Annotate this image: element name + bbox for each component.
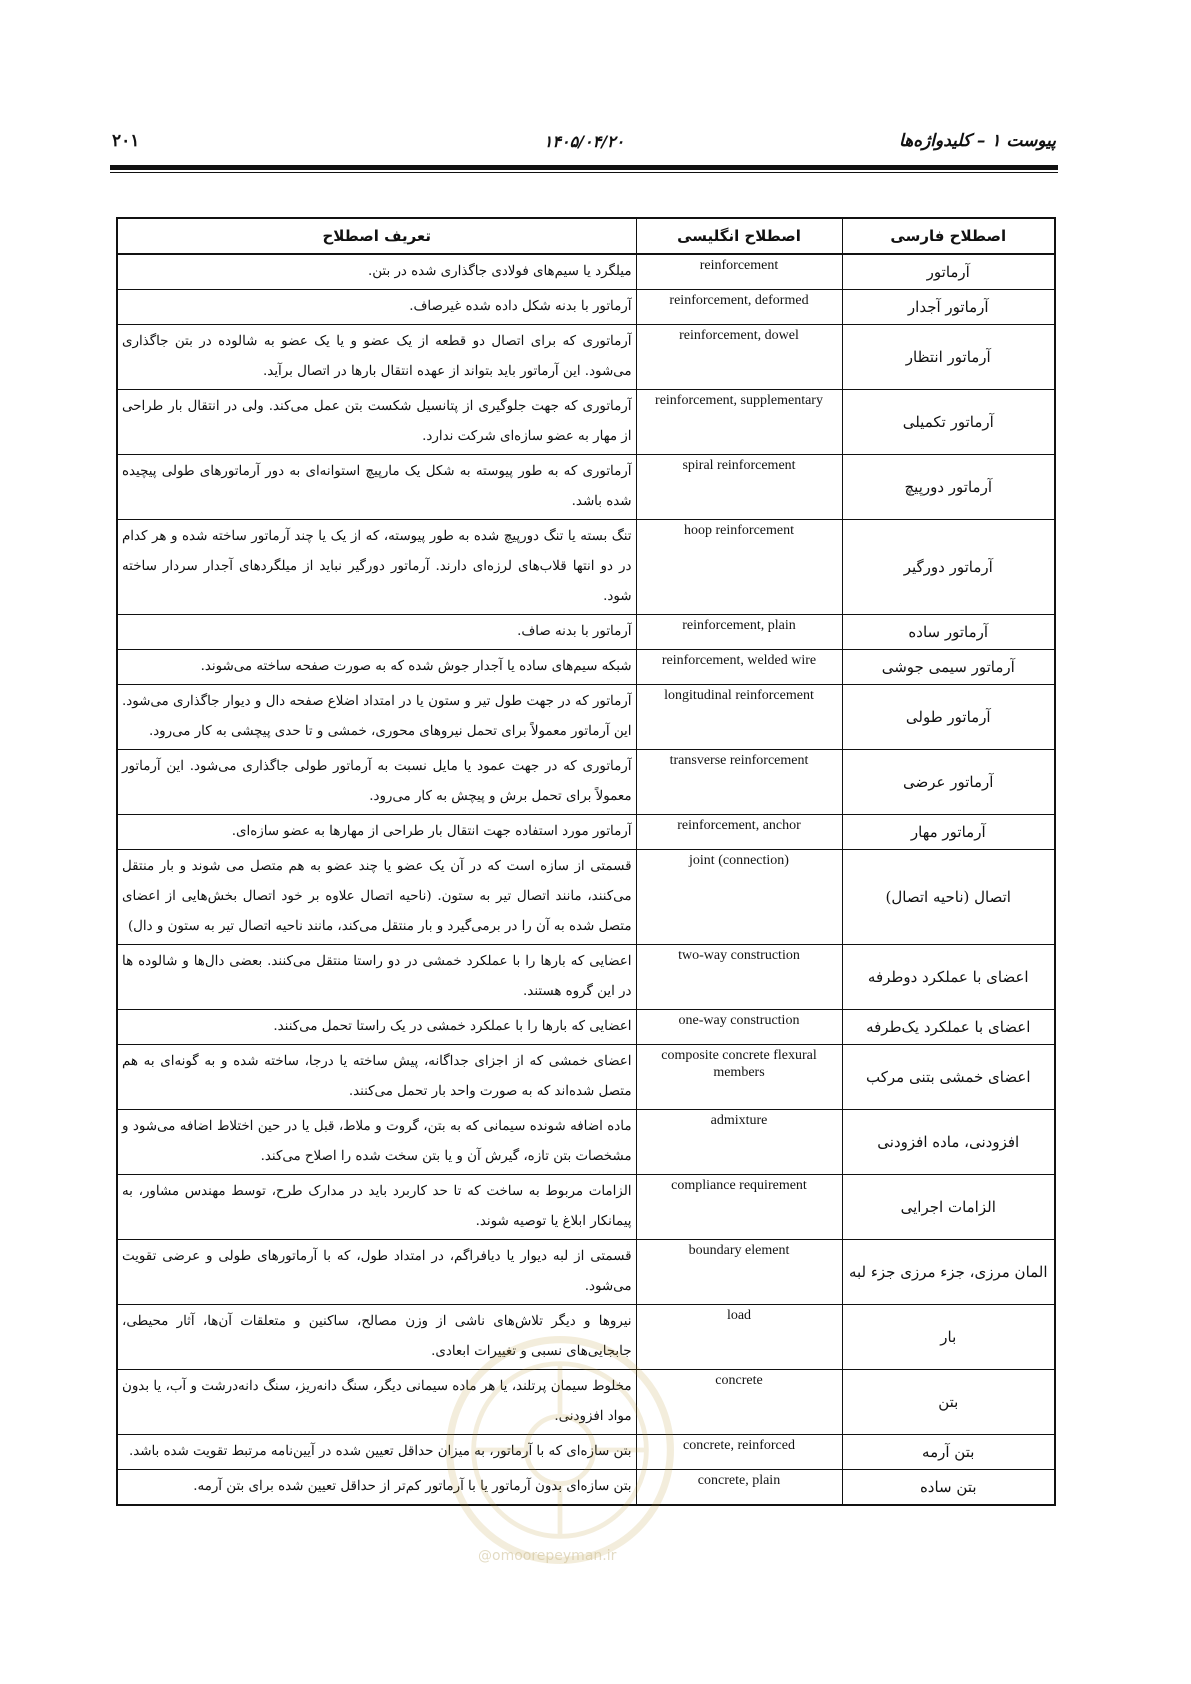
glossary-table-wrapper: [116, 217, 1054, 1506]
definition-cell: اعضایی که بارها را با عملکرد خمشی در دو راستا منتقل می‌کنند. بعضی دال‌ها و شالوده ها در این گروه هستند.: [117, 945, 636, 1010]
table-row: [117, 1240, 1055, 1305]
definition-cell: آرماتور مورد استفاده جهت انتقال بار طراحی از مهارها به عضو سازه‌ای.: [117, 815, 636, 850]
definition-cell: نیروها و دیگر تلاش‌های ناشی از وزن مصالح، ساکنین و متعلقات آن‌ها، آثار محیطی، جابجایی‌های نسبی و تغییرات ابعادی.: [117, 1305, 636, 1370]
english-term-cell: reinforcement, plain: [636, 615, 842, 650]
table-row: [117, 1045, 1055, 1110]
definition-cell: آرماتوری که جهت جلوگیری از پتانسیل شکست بتن عمل می‌کند. ولی در انتقال بار طراحی از مهار به عضو سازه‌ای شرکت ندارد.: [117, 390, 636, 455]
header-rule-thick: [110, 165, 1058, 170]
persian-term-cell: اتصال (ناحیه اتصال): [842, 850, 1055, 945]
table-row: [117, 1110, 1055, 1175]
definition-cell: اعضای خمشی که از اجزای جداگانه، پیش ساخته یا درجا، ساخته شده و به گونه‌ای به هم متصل شده‌اند که به صورت واحد بار تحمل می‌کنند.: [117, 1045, 636, 1110]
definition-cell: ماده اضافه شونده سیمانی که به بتن، گروت و ملاط، قبل یا در حین اختلاط اضافه می‌شود و مشخصات بتن تازه، گیرش آن و یا بتن سخت شده را اصلاح می‌کند.: [117, 1110, 636, 1175]
header-definition: تعریف اصطلاح: [117, 218, 636, 254]
english-term-cell: longitudinal reinforcement: [636, 685, 842, 750]
english-term-cell: hoop reinforcement: [636, 520, 842, 615]
definition-cell: آرماتوری که به طور پیوسته به شکل یک مارپیچ استوانه‌ای به دور آرماتورهای طولی پیچیده شده باشد.: [117, 455, 636, 520]
table-row: [117, 815, 1055, 850]
english-term-cell: concrete, plain: [636, 1470, 842, 1506]
english-term-cell: reinforcement, supplementary: [636, 390, 842, 455]
persian-term-cell: افزودنی، ماده افزودنی: [842, 1110, 1055, 1175]
header-rule-thin: [110, 172, 1058, 173]
persian-term-cell: آرماتور سیمی جوشی: [842, 650, 1055, 685]
page-number: ۲۰۱: [112, 131, 140, 151]
table-row: [117, 325, 1055, 390]
definition-cell: آرماتوری که در جهت عمود یا مایل نسبت به آرماتور طولی جاگذاری می‌شود. این آرماتور معمولاً برای تحمل برش و پیچش به کار می‌رود.: [117, 750, 636, 815]
definition-cell: میلگرد یا سیم‌های فولادی جاگذاری شده در بتن.: [117, 254, 636, 290]
english-term-cell: reinforcement: [636, 254, 842, 290]
glossary-table: [116, 217, 1056, 1506]
persian-term-cell: آرماتور تکمیلی: [842, 390, 1055, 455]
english-term-cell: boundary element: [636, 1240, 842, 1305]
definition-cell: تنگ بسته یا تنگ دورپیچ شده به طور پیوسته، که از یک یا چند آرماتور ساخته شده و هر کدام در دو انتها قلاب‌های لرزه‌ای دارند. آرماتور دورگیر نباید از میلگردهای آجدار سردار ساخته شود.: [117, 520, 636, 615]
page-header: [112, 128, 1056, 154]
english-term-cell: concrete: [636, 1370, 842, 1435]
persian-term-cell: آرماتور طولی: [842, 685, 1055, 750]
table-row: [117, 850, 1055, 945]
persian-term-cell: اعضای با عملکرد یک‌طرفه: [842, 1010, 1055, 1045]
definition-cell: اعضایی که بارها را با عملکرد خمشی در یک راستا تحمل می‌کنند.: [117, 1010, 636, 1045]
english-term-cell: reinforcement, deformed: [636, 290, 842, 325]
persian-term-cell: آرماتور دورگیر: [842, 520, 1055, 615]
definition-cell: آرماتور با بدنه شکل داده شده غیرصاف.: [117, 290, 636, 325]
english-term-cell: concrete, reinforced: [636, 1435, 842, 1470]
english-term-cell: spiral reinforcement: [636, 455, 842, 520]
english-term-cell: one-way construction: [636, 1010, 842, 1045]
table-row: [117, 1175, 1055, 1240]
persian-term-cell: بتن آرمه: [842, 1435, 1055, 1470]
table-row: [117, 520, 1055, 615]
persian-term-cell: اعضای با عملکرد دوطرفه: [842, 945, 1055, 1010]
persian-term-cell: المان مرزی، جزء مرزی جزء لبه: [842, 1240, 1055, 1305]
table-row: [117, 650, 1055, 685]
persian-term-cell: آرماتور انتظار: [842, 325, 1055, 390]
table-row: [117, 1305, 1055, 1370]
english-term-cell: transverse reinforcement: [636, 750, 842, 815]
persian-term-cell: بتن ساده: [842, 1470, 1055, 1506]
persian-term-cell: بار: [842, 1305, 1055, 1370]
persian-term-cell: آرماتور: [842, 254, 1055, 290]
definition-cell: بتن سازه‌ای بدون آرماتور یا با آرماتور کم‌تر از حداقل تعیین شده برای بتن آرمه.: [117, 1470, 636, 1506]
table-row: [117, 290, 1055, 325]
table-header-row: [117, 218, 1055, 254]
table-row: [117, 1370, 1055, 1435]
table-body: [117, 254, 1055, 1505]
persian-term-cell: آرماتور عرضی: [842, 750, 1055, 815]
header-title: پیوست ۱ – کلیدواژه‌ها: [899, 131, 1056, 151]
definition-cell: آرماتور با بدنه صاف.: [117, 615, 636, 650]
definition-cell: بتن سازه‌ای که با آرماتور، به میزان حداقل تعیین شده در آیین‌نامه مرتبط تقویت شده باشد.: [117, 1435, 636, 1470]
definition-cell: شبکه سیم‌های ساده یا آجدار جوش شده که به صورت صفحه ساخته می‌شوند.: [117, 650, 636, 685]
english-term-cell: two-way construction: [636, 945, 842, 1010]
header-persian-term: اصطلاح فارسی: [842, 218, 1055, 254]
watermark-text: @omoorepeyman.ir: [478, 1548, 617, 1564]
english-term-cell: composite concrete flexural members: [636, 1045, 842, 1110]
english-term-cell: reinforcement, dowel: [636, 325, 842, 390]
table-row: [117, 685, 1055, 750]
table-row: [117, 1010, 1055, 1045]
english-term-cell: load: [636, 1305, 842, 1370]
persian-term-cell: الزامات اجرایی: [842, 1175, 1055, 1240]
english-term-cell: reinforcement, anchor: [636, 815, 842, 850]
definition-cell: آرماتوری که برای اتصال دو قطعه از یک عضو و یا یک عضو به شالوده در بتن جاگذاری می‌شود. این آرماتور باید بتواند از عهده انتقال بارها در اتصال برآید.: [117, 325, 636, 390]
header-english-term: اصطلاح انگلیسی: [636, 218, 842, 254]
english-term-cell: reinforcement, welded wire: [636, 650, 842, 685]
persian-term-cell: بتن: [842, 1370, 1055, 1435]
persian-term-cell: آرماتور مهار: [842, 815, 1055, 850]
table-row: [117, 1470, 1055, 1506]
table-row: [117, 1435, 1055, 1470]
table-row: [117, 390, 1055, 455]
table-row: [117, 615, 1055, 650]
definition-cell: مخلوط سیمان پرتلند، یا هر ماده سیمانی دیگر، سنگ دانه‌ریز، سنگ دانه‌درشت و آب، یا بدون مواد افزودنی.: [117, 1370, 636, 1435]
table-row: [117, 254, 1055, 290]
definition-cell: آرماتور که در جهت طول تیر و ستون یا در امتداد اضلاع صفحه دال و دیوار جاگذاری می‌شود. این آرماتور معمولاً برای تحمل نیروهای محوری، خمشی و تا حدی پیچشی به کار می‌رود.: [117, 685, 636, 750]
persian-term-cell: آرماتور دورپیچ: [842, 455, 1055, 520]
header-date: ۱۴۰۵/۰۴/۲۰: [543, 131, 625, 151]
table-row: [117, 750, 1055, 815]
definition-cell: الزامات مربوط به ساخت که تا حد کاربرد باید در مدارک طرح، توسط مهندس مشاور، به پیمانکار ابلاغ یا توصیه شوند.: [117, 1175, 636, 1240]
english-term-cell: compliance requirement: [636, 1175, 842, 1240]
english-term-cell: admixture: [636, 1110, 842, 1175]
definition-cell: قسمتی از لبه دیوار یا دیافراگم، در امتداد طول، که با آرماتورهای طولی و عرضی تقویت می‌شود.: [117, 1240, 636, 1305]
english-term-cell: joint (connection): [636, 850, 842, 945]
definition-cell: قسمتی از سازه است که در آن یک عضو یا چند عضو به هم متصل می شوند و بار منتقل می‌کنند، مانند اتصال تیر به ستون. (ناحیه اتصال علاوه بر خود اتصال بخش‌هایی از اعضای متصل شده به آن را در برمی‌گیرد و بار منتقل می‌کند، مانند ناحیه اتصال تیر به ستون و دال): [117, 850, 636, 945]
table-row: [117, 455, 1055, 520]
table-row: [117, 945, 1055, 1010]
persian-term-cell: اعضای خمشی بتنی مرکب: [842, 1045, 1055, 1110]
persian-term-cell: آرماتور ساده: [842, 615, 1055, 650]
persian-term-cell: آرماتور آجدار: [842, 290, 1055, 325]
